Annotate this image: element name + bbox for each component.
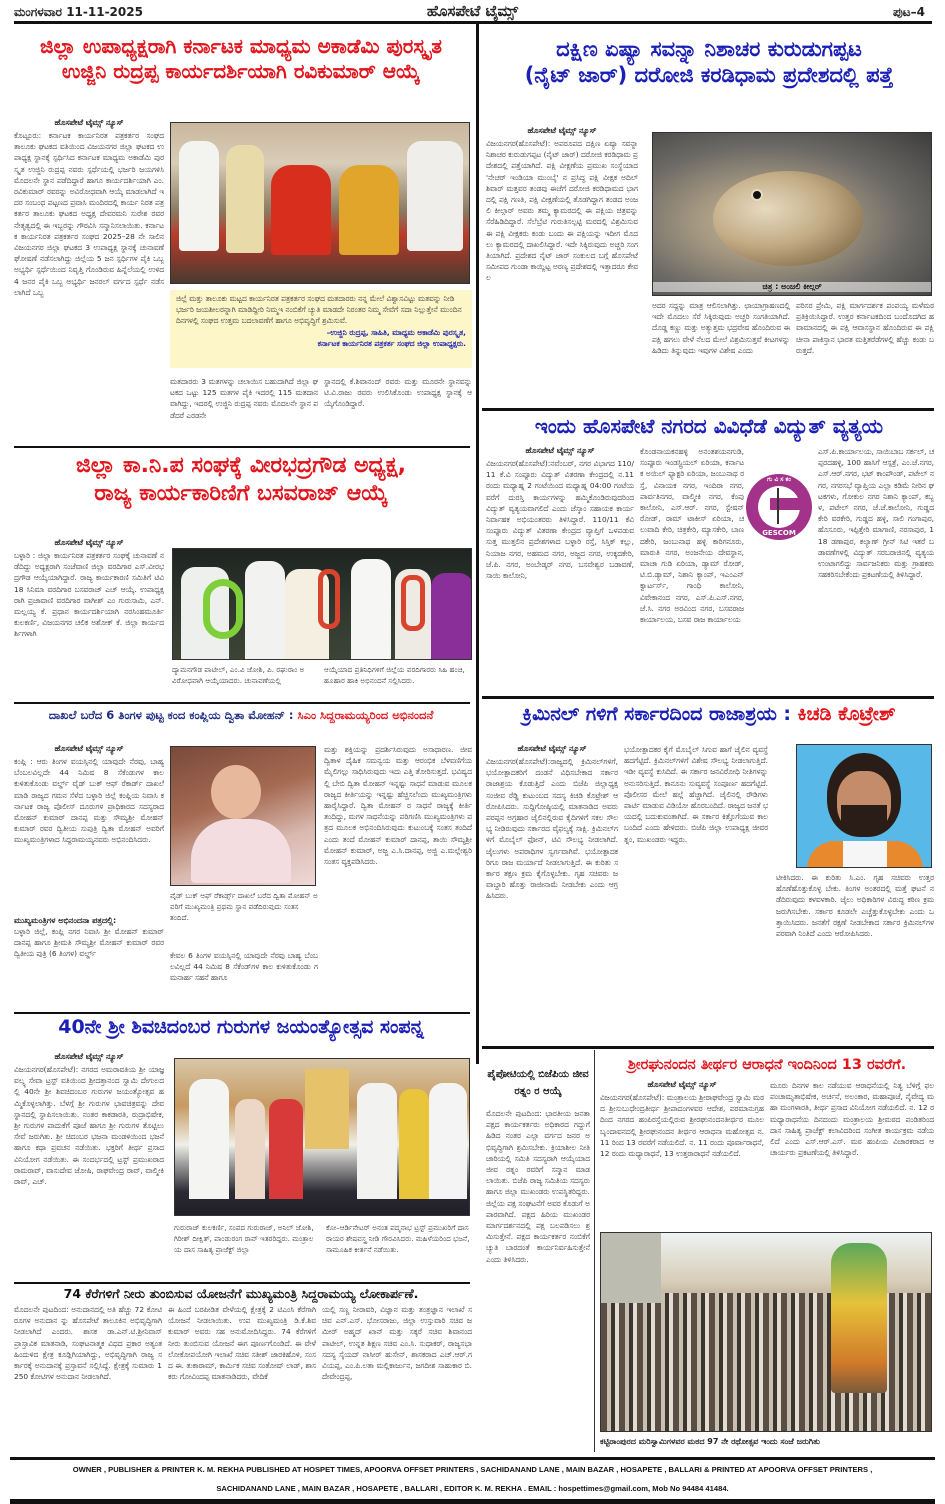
headline (483, 703, 935, 727)
issue-date: ಮಂಗಳವಾರ 11-11-2025 (14, 5, 143, 19)
byline: ಹೊಸಪೇಟೆ ಟೈಮ್ಸ್ ನ್ಯೂಸ್ (527, 126, 597, 135)
headline (10, 708, 472, 722)
person-figure (179, 141, 219, 251)
garland (401, 575, 425, 631)
quote-text: ಜಿಲ್ಲೆ ಮತ್ತು ತಾಲೂಕು ಮಟ್ಟದ ಕಾರ್ಯನಿರತ ಪತ್ರಕರ್ತರ ಸಂಘದ ಮತದಾರರು ನನ್ನ ಮೇಲೆ ವಿಶ್ವಾಸವಿಟ್ಟು ಮತವನ್ನು ನೀಡಿ ಭರ್ಜರಿ ಜಯಶೀಲರನ್ನಾಗಿ ಮಾಡಿದ್ದೀರಿ ನಿಮ್ಮಇ ನಂಬಿಕೆಗೆ ಚ್ಯುತಿ ಮಾಡದೇ ನಿರಂತರ ನಿಮ್ಮ ಸೇವೆಗೆ ಸದಾ ನಿಲ್ಲುತ್ತೇನೆ ಮುಂದಿನ ದಿನಗಳಲ್ಲಿ ಸಂಘದ ಉತ್ತಮ ಬದಲಾವಣೆಗೆ ಹಾಗೂ ಅಭಿವೃದ್ಧಿಗೆ ಶ್ರಮಿಸುವೆ. (176, 294, 462, 326)
person-figure (357, 1083, 397, 1199)
article-body: ವಿಜಯನಗರ(ಹೊಸಪೇಟೆ): ಮಂತ್ರಾಲಯ ಶ್ರೀರಾಘವೇಂದ್ರ ಸ್ವಾಮಿ ಮಠದ ಶ್ರೀಸುಬುಧೇಂದ್ರತೀರ್ಥ ಶ್ರೀಪಾದಂಗಳವರ ಆದೇಶ, ಪರಮಾನುಗ್ರಹದಿಂದ ನಗರದ ಹಂಪಿರಸ್ತೆಯಲ್ಲಿರುವ ಶ್ರೀರಘುನಂದನತೀರ್ಥರ ಮೂಲ ಬೃಂದಾವನದಲ್ಲಿ ಶ್ರೀರಘುನಂದನ ತೀರ್ಥರ ಆರಾಧನಾ ಮಹೋತ್ಸವ ನ. 11 ರಿಂದ 13 ರವರೆಗೆ ನಡೆಯಲಿದೆ. ನ. 11 ರಂದು ಪೂರ್ವಾರಾಧನೆ, 12 ರಂದು ಮಧ್ಯಾರಾಧನೆ, 13 ಉತ್ತರಾರಾಧನೆ ನಡೆಯಲಿದೆ. (600, 1093, 764, 1159)
logo-bottom-text: GESCOM (762, 529, 796, 537)
divider (14, 1282, 470, 1284)
baby-face (211, 765, 261, 819)
headline-accent: ಸಿಎಂ ಸಿದ್ದರಾಮಯ್ಯರಿಂದ ಅಭಿನಂದನೆ (297, 708, 434, 722)
quote-signature-2: ಕರ್ನಾಟಕ ಕಾರ್ಯನಿರತ ಪತ್ರಕರ್ತ ಸಂಘದ ಜಿಲ್ಲಾ ಉಪಾಧ್ಯಕ್ಷರು. (317, 338, 466, 348)
divider (482, 696, 934, 699)
imprint (10, 1460, 935, 1498)
sidebar-divider (594, 1050, 595, 1452)
chariot (831, 1243, 887, 1393)
headline-line-1: ದಕ್ಷಿಣ ಏಷ್ಯಾ ಸವನ್ನಾ ನಿಶಾಚರ ಕುರುಡುಗಪ್ಪಟ (556, 37, 862, 61)
person-figure (407, 141, 463, 251)
byline: ಹೊಸಪೇಟೆ ಟೈಮ್ಸ್ ನ್ಯೂಸ್ (525, 446, 595, 455)
article-body: ಎಸ್.ಪಿ.ಕಾರ್ಯಾಲಯ, ಸಾಯಿಬಾಬ ಸರ್ಕಲ್, ಚಪ್ಪರದಹಳ್ಳಿ, 100 ಹಾಸಿಗೆ ಆಸ್ಪತ್ರೆ, ಎಂ.ಜೆ.ನಗರ, ಎಸ್.ಆರ್.ನಗರ, ಭಟ್ ಕಾಂಪೌಂಡ್, ಪಟೇಲ್ ನಗರ, ನಗರಸಭೆ ವ್ಯಾಪ್ತಿಯ ಎಲ್ಲಾ ಕಡಿಮೆ ನೀರಿನ ಘಟಕಗಳು, ಗೋಕುಲ ನಗರ ನಿಶಾನಿ ಕ್ಯಾಂಪ್, ಕಬ್ಬಳ, ಪಟೇಲ್ ನಗರ, ಜೆ.ಜೆ.ಕಾಲೋನಿ, ಗುಡ್ಡದ ಕೇರಿ ವರಕೇರಿ, ಗುಡ್ಡದ ಹಳ್ಳಿ, ಸಾಲಿ ಗಂಗಾಪುರ, ಹೊಸೂರು, ಇಪ್ಪಿತ್ತೇರಿ ಮಾಗಾಣಿ, ನರಸಾಪುರ, 118 ಡಣಾಪುರ, ಕಲ್ಯಾಣ್ ಗ್ರೀನ್ ಸಿಟಿ ಇತರೆ ಬಡಾವಣೆಗಳಲ್ಲಿ ವಿದ್ಯುತ್ ಸರಬರಾಜಿನಲ್ಲಿ ವ್ಯತ್ಯಯ ಉಂಟಾಗಲಿದ್ದು ಸಾರ್ವಜನಿಕರು ಮತ್ತು ಗ್ರಾಹಕರು ಸಹಕರಿಸಬೇಕೆಂದು ಪ್ರಕಟಣೆಯಲ್ಲಿ ತಿಳಿಸಿದ್ದಾರೆ. (818, 447, 934, 580)
article-body: ಬಳ್ಳಾರಿ : ಜಿಲ್ಲಾ ಕಾರ್ಯನಿರತ ಪತ್ರಕರ್ತರ ಸಂಘಕ್ಕೆ ಚುನಾವಣೆ ನಡೆದಿದ್ದು ಅಧ್ಯಕ್ಷರಾಗಿ ಸಂಜೆವಾಣಿ ಜಿಲ್ಲಾ ವರದಿಗಾರ ಎಸ್.ವೀರಭದ್ರಗೌಡ ಆಯ್ಕೆಯಾಗಿದ್ದಾರೆ. ರಾಜ್ಯ ಕಾರ್ಯಕಾರಣಿ ಸಮಿತಿಗೆ ಟಿವಿ 18 ಸಿನಿಮಾ ವರದಿಗಾರ ಬಸವರಾಜ್ ಎಚ್ ಆಯ್ಕೆ. ಉಪಾಧ್ಯಕ್ಷರಾಗಿ ಪ್ರಜಾವಾಣಿ ವರದಿಗಾರ ವಾಗೀಶ್ ಎಂ ಗುರುಸಾಮಿ, ಎನ್. ಮಲ್ಲಯ್ಯ ಕೆ. ಪ್ರಧಾನ ಕಾರ್ಯದರ್ಶಿಯಾಗಿ ನರಸಿಂಹಮೂರ್ತಿ ಕುಲಕರ್ಣಿ, ವಿಜಯನಗರ ಚಲಿಕ ಅಶೋಕ್ ಕೆ. ಜಿಲ್ಲಾ ಕಾರ್ಯದರ್ಶಿಗಳಾಗಿ (14, 551, 164, 639)
imprint-line-2: SACHIDANAND LANE , MAIN BAZAR , HOSAPETE , BALLARI , EDITOR K. M. REKHA . EMAIL : hospettimes@gmail.com, Mob No 94484 41484. (216, 1484, 729, 1493)
bird-eye (751, 189, 763, 201)
headline: 74 ಕೆರೆಗಳಿಗೆ ನೀರು ತುಂಬಿಸುವ ಯೋಜನೆಗೆ ಮುಖ್ಯಮಂತ್ರಿ ಸಿದ್ದರಾಮಯ್ಯ ಲೋಕಾರ್ಪಣೆ. (63, 1286, 419, 1301)
article-body: ಕೊಟ್ಟೂರು: ಕರ್ನಾಟಕ ಕಾರ್ಯನಿರತ ಪತ್ರಕರ್ತರ ಸಂಘದ ತಾಲೂಕು ಘಟಕದ ವತಿಯಿಂದ ವಿಜಯನಗರ ಜಿಲ್ಲಾ ಘಟಕದ ಉಪಾಧ್ಯಕ್ಷ ಸ್ಥಾನಕ್ಕೆ ಸ್ಪರ್ಧಿಸಿದ ಕರ್ನಾಟಕ ಮಾಧ್ಯಮ ಅಕಾಡೆಮಿ ಪುರಸ್ಕೃತ ಉಜ್ಜಿನಿ ರುದ್ರಪ್ಪ ನವರು ಸ್ಪರ್ಧೆಯಲ್ಲಿ ಭರ್ಜರಿ ಜಯಗಳಿಸಿ ಮೊದಲನೇ ಸ್ಥಾನ ಪಡೆದಿದ್ದಾರೆ ಹಾಗೂ ಕಾರ್ಯದರ್ಶಿಯಾಗಿ ಎಂ. ರವಿಕುಮಾರ್ ರವರನ್ನು ಅವಿರೋಧವಾಗಿ ಆಯ್ಕೆ ಮಾಡಲಾಗಿದೆ ಇದರ ಸಂಬಂಧ ಪಟ್ಟಣದ ಪ್ರವಾಸಿ ಮಂದಿರದಲ್ಲಿ ಕಾರ್ಯ ನಿರತ ಪತ್ರಕರ್ತರ ತಾಲೂಕು ಘಟಕದ ಅಧ್ಯಕ್ಷ ದೇವರಮನಿ ಸುರೇಶ ರವರ ನೇತೃತ್ವದಲ್ಲಿ ಈ ಇಬ್ಬರನ್ನು ಗೌರವಿಸಿ ಸನ್ಮಾನಿಸಲಾಯಿತು. ಕರ್ನಾಟಕ ಕಾರ್ಯನಿರತ ಪತ್ರಕರ್ತರ ಸಂಘದ 2025–28 ನೇ ಸಾಲಿನ ವಿಜಯನಗರ ಜಿಲ್ಲಾ ಘಟಕದ 3 ಉಪಾಧ್ಯಕ್ಷ ಸ್ಥಾನಕ್ಕೆ ಚುನಾವಣೆ ಘೋಷಣೆ ನಡೆಸಲಾಗಿದ್ದು ಜಿಲ್ಲೆಯ 5 ಜನ ಸ್ಪರ್ಧಿಗಳ ಪೈಕಿ ಒಬ್ಬ ಅಭ್ಯರ್ಥಿ ಸ್ಪರ್ಧೆಯಿಂದ ನಿವೃತ್ತಿ ಗೊಂಡಿರುವ ಹಿನ್ನೆಲೆಯಲ್ಲಿ ಉಳಿದ 4 ಜನರ ಪೈಕಿ ಒಬ್ಬ ಅಭ್ಯರ್ಥಿ ಜನರಲ್ ವರ್ಗದ ಸ್ಪರ್ಧೆ ನಡೆಸಲಾಗಿದೆ ಒಬ್ಬ (14, 131, 164, 297)
subhead: ಮುಖ್ಯಮಂತ್ರಿಗಳ ಅಭಿನಂದನಾ ಪತ್ರದಲ್ಲಿ: (14, 916, 117, 925)
person-figure (226, 145, 264, 253)
headline-line-2: ರಾಜ್ಯ ಕಾರ್ಯಕಾರಿಣಿಗೆ ಬಸವರಾಜ್ ಆಯ್ಕೆ (94, 480, 388, 506)
quote-box (170, 290, 472, 368)
paper-name: ಹೊಸಪೇಟೆ ಟೈಮ್ಸ್ (426, 2, 519, 20)
beard (841, 805, 887, 835)
article-body: ವಿಜಯನಗರ(ಹೊಸಪೇಟೆ): ಅಪರೂಪದ ದಕ್ಷಿಣ ಏಷ್ಯಾ ಸವನ್ನಾ ನಿಶಾಚರ ಕುರುಡುಗಪ್ಪಟ (ನೈಟ್ ಜಾರ್) ದರೋಜಿ ಕರಡಿಧಾಮ ಪ್ರದೇಶದಲ್ಲಿ ಪತ್ತೆಯಾಗಿದೆ. ಪಕ್ಷಿ ವೀಕ್ಷಣೆಯ ಪ್ರಮುಖ ಸಂಸ್ಥೆಯಾದ 'ನೇಚರ್ ಇಂಡಿಯಾ ಮುಂಬೈ' ನ ಪ್ರಸಿದ್ಧ ಪಕ್ಷಿ ವೀಕ್ಷಕ ಅದಿಲ್ ಶಿವಾರ್ ಮತ್ತವರ ತಂಡವು ಈಚೆಗೆ ದರೋಜಿ ಕರಡಿಧಾಮದ ಭಾಗದಲ್ಲಿ ಪಕ್ಷಿ ಗಣತಿ, ಪಕ್ಷಿ ವೀಕ್ಷಣೆಯಲ್ಲಿ ತೊಡಗಿದ್ದಾಗ ತಂಡದ ಅಂಜಲಿ ಕೀಲ್ಗಾರ್ ಅವರು ತಮ್ಮ ಕ್ಯಾಮರದಲ್ಲಿ ಈ ಪಕ್ಷಿಯ ಚಿತ್ರವನ್ನು ಸೆರೆಹಿಡಿದಿದ್ದಾರೆ. ಸೆಲೆಬ್ರೆಟಿ ಗುರುತಿಸಲ್ಪಟ್ಟಿ ಮರದಲ್ಲಿ ವಿಶ್ರಮಿಸುವ ಈ ಪಕ್ಷಿ ವೀಕ್ಷಕರು ಕಂಡು ಬಂದು ಈ ಪಕ್ಷಿಯನ್ನು ಇದೀಗ ಮೊದಲು ಕ್ಯಾಮರದಲ್ಲಿ ದಾಖಲಿಸಿದ್ದಾರೆ. ಇದೇ ಸಿಕ್ಕಿರುವುದು ಅಚ್ಚರಿ ಸಂಗತಿಯಾಗಿದೆ. ಪ್ರದೇಶದ ನೈಟ್ ಜಾರ್ ಸಂಕುಲದ ಬಗ್ಗೆ ಹೊಸಪೇಟೆ ಸಮೀಪದ ಗುಂಡಾ ಕಾಯ್ದಿಟ್ಟ ಅರಣ್ಯ ಪ್ರದೇಶದಲ್ಲಿ ಇತ್ತಾದರೂ ಕೇವಲ (486, 139, 638, 283)
article-body: ಕೇವಲ 6 ತಿಂಗಳ ವಯಸ್ಸಿನಲ್ಲಿ ಯಾವುದೇ ನೆರವು ಬಾಹ್ಯ ಬೆಂಬಲವಿಲ್ಲದೆ 44 ನಿಮಿಷ 8 ಸೆಕೆಂಡ್‌ಗಳ ಕಾಲ ಕುಳಿತುಕೊಂಡು ಗಮನಾರ್ಹ ಸಹನೆ ಹಾಗೂ (170, 951, 318, 983)
article-body: ಮತದಾರರು 3 ಮತಗಳನ್ನು ಚಲಾಯಿಸ ಬಹುದಾಗಿದೆ ಜಿಲ್ಲಾ ಘಟಕದ ಒಟ್ಟು 125 ಮತಗಳ ಪೈಕಿ ಇದರಲ್ಲಿ 115 ಮತದಾನ ವಾಗಿದ್ದು, ಇದರಲ್ಲಿ ಉಜ್ಜಿನಿ ರುದ್ರಪ್ಪ ನವರು ಮೊದಲನೇ ಸ್ಥಾನ ಪಡೆದರೆ ಎರಡನೇ (170, 377, 318, 420)
headline-line-1: ಜಿಲ್ಲಾ ಕಾ.ನಿ.ಪ ಸಂಘಕ್ಕೆ ವೀರಭದ್ರಗೌಡ ಅಧ್ಯಕ್ಷ, (75, 453, 407, 478)
person-figure (269, 1099, 303, 1199)
person-figure (189, 1079, 229, 1199)
article-body: ವಿಜಯನಗರ(ಹೊಸಪೇಟೆ): ನಗರದ ಅಮರಾವತಿಯ ಶ್ರೀ ಯಾಜ್ಞವಲ್ಕ್ಯ ಸೇವಾ ಟ್ರಸ್ಟ್ ವತಿಯಿಂದ ಶ್ರೀದತ್ತಾನಂದ ಸ್ವಾಮಿ ದೇಗುಲದಲ್ಲಿ 40ನೇ ಶ್ರೀ ಶಿವಚಿದಂಬರ ಗುರುಗಳ ಜಯಂತ್ಯೋತ್ಸವ ಹಮ್ಮಿಕೊಳ್ಳಲಾಗಿತ್ತು. ಬೆಳಗ್ಗೆ ಶ್ರೀ ಗುರುಗಳ ಭಾವಚಿತ್ರವನ್ನು ದೇವಸ್ಥಾನದಲ್ಲಿ ಸ್ಥಾಪಿಸಲಾಯಿತು. ನಂತರ ಕಾಕಡಾರತಿ, ರುದ್ರಾಭಿಷೇಕ, ಶ್ರೀ ಗುರುಗಳ ಪಾದುಕೆಗೆ ಪೂಜೆ ಹಾಗೂ ಶ್ರೀ ಗುರುಗಳ ತೊಟ್ಟಿಲು ಸೇವೆ ಜರುಗಿತು. ಶ್ರೀ ಚಿದಂಬರ ಭಜನಾ ಮಂಡಳಿಯಿಂದ ಭಜನೆ ಹಾಗೂ ಕಥಾ ಪ್ರವಚನ ನಡೆಯಿತು. ಭಕ್ತರಿಗೆ ತೀರ್ಥ ಪ್ರಸಾದ ವಿನಿಯೋಗ ನಡೆಯಿತು. ಈ ಸಂದರ್ಭದಲ್ಲಿ ಟ್ರಸ್ಟ್ ಪ್ರಮುಖರಾದ ರಾಮರಾವ್, ವಾಸುದೇವ ಜೋಷಿ, ರಾಘವೇಂದ್ರ ರಾವ್, ವಾಲ್ಮೀಕಿ ರಾವ್, ಎಚ್. (14, 1065, 164, 1187)
byline: ಹೊಸಪೇಟೆ ಟೈಮ್ಸ್ ನ್ಯೂಸ್ (517, 744, 587, 753)
person-figure (245, 561, 285, 660)
headline-accent: ಕಿಚಡಿ ಕೊಟ್ರೇಶ್ (797, 703, 896, 725)
building (601, 1233, 661, 1303)
garland (203, 579, 243, 639)
shrine (305, 1069, 349, 1149)
column-divider (476, 24, 479, 1064)
footer-rule-bottom (10, 1499, 935, 1504)
headline: ಇಂದು ಹೊಸಪೇಟೆ ನಗರದ ವಿವಿಧೆಡೆ ವಿದ್ಯುತ್ ವ್ಯತ್ಯಯ (534, 414, 884, 438)
side-headline: ಪೈಪೋಟಿಯಲ್ಲಿ ಬಿಜೆಪಿಯ ಜೀವ ರತ್ನಂ ರ ಆಯ್ಕೆ (487, 1069, 589, 1097)
byline: ಹೊಸಪೇಟೆ ಟೈಮ್ಸ್ ನ್ಯೂಸ್ (54, 118, 124, 127)
photo-credit: ಚಿತ್ರ : ಅಂಜಲಿ ಕೀಲ್ಗರ್ (653, 282, 931, 292)
article-body: ಮತ್ತು ಶಕ್ತಿಯನ್ನು ಪ್ರದರ್ಶಿಸಿರುವುದು ಅಸಾಧಾರಣ. ಜೀವ ದ್ವಿತಾಳ ದೈಹಿಕ ಸಮನ್ವಯ ಮತ್ತು ಆರಂಭಿಕ ಬೆಳವಣಿಗೆಯ ಮೈಲಿಗಲ್ಲು ಸಾಧಿಸಿರುವುದು ಇದು ಎತ್ತಿ ತೋರಿಸುತ್ತದೆ. ಭವಿಷ್ಯದಲ್ಲಿ ಬೇಬಿ ದ್ವಿತಾ ಮೋಹನ್ ಇನ್ನಷ್ಟು ಸಾಧನೆ ಮಾಡುವ ಮೂಲಕ ರಾಜ್ಯದ ಕೀರ್ತಿಯನ್ನು ಇನ್ನಷ್ಟು ಹೆಚ್ಚಿಸಲೆಂದು ಮುಖ್ಯಮಂತ್ರಿಗಳು ಹಾರೈಸಿದ್ದಾರೆ. ದ್ವಿತಾ ಮೋಹನ್ ರ ಸಾಧನೆ ರಾಜ್ಯಕ್ಕೆ ಕೀರ್ತಿ ತಂದಿದ್ದು, ಮಗಳ ಸಾಧನೆಯನ್ನು ಪರಿಗಣಿಸಿ ಮುಖ್ಯಮಂತ್ರಿಗಳು ಪತ್ರದ ಮೂಲಕ ಅಭಿನಂದಿಸಿರುವುದು ಕುಟುಂಬಕ್ಕೆ ಸಂತಸ ತಂದಿದೆ ಎಂದು ತಂದೆ ಮೋಹನ್ ಕುಮಾರ್ ದಾನಪ್ಪ, ತಾಯಿ ಸೌಮ್ಯಶ್ರೀ ಮೋಹನ್ ಕುಮಾರ್, ಅಜ್ಜ ಎ.ಸಿ.ದಾನಪ್ಪ, ಅಜ್ಜಿ ಎ.ಮಲ್ಲೇಶ್ವರಿ ಸಂತಸ ವ್ಯಕ್ತಪಡಿಸಿದರು. (324, 745, 472, 867)
person-figure (235, 1099, 265, 1199)
headline: 40ನೇ ಶ್ರೀ ಶಿವಚಿದಂಬರ ಗುರುಗಳ ಜಯಂತ್ಯೋತ್ಸವ ಸಂಪನ್ನ (58, 1016, 424, 1038)
side-article-body: ಮೊದಲನೇ ಪುಟದಿಂದ: ಭಾರತೀಯ ಜನತಾ ಪಕ್ಷದ ಕಾರ್ಯಕರ್ತರು ಅಧಿಕಾರದ ಗದ್ದುಗೆ ಹಿಡಿದ ನಂತರ ಎಲ್ಲಾ ವರ್ಗದ ಜನರ ಅಭಿವೃದ್ಧಿಗಾಗಿ ಶ್ರಮಿಸಬೇಕು. ಕ್ರಿಯಾಶೀಲ ನೀತಿ ಜಾರಿಯಲ್ಲಿ ಸಮಿತಿ ಸದಸ್ಯರಾಗಿ ಆಯ್ಕೆಯಾದ ಜೀವ ರತ್ನಂ ರವರಿಗೆ ಸನ್ಮಾನ ಮಾಡಲಾಯಿತು. ಬಿಜೆಪಿ ರಾಜ್ಯ ಸಮಿತಿಯ ಸದಸ್ಯರು ಹಾಗೂ ಜಿಲ್ಲಾ ಮುಖಂಡರು ಉಪಸ್ಥಿತರಿದ್ದರು. ಜಿಲ್ಲೆಯ ಪಕ್ಷ ಸಂಘಟನೆಗೆ ಅವರ ಕೊಡುಗೆ ಅಪಾರವಾಗಿದೆ. ಪಕ್ಷದ ಹಿರಿಯ ಮುಖಂಡರ ಮಾರ್ಗದರ್ಶನದಲ್ಲಿ ಪಕ್ಷ ಬಲಪಡಿಸಲು ಶ್ರಮಿಸುತ್ತೇನೆ. ಪಕ್ಷದ ಕಾರ್ಯಕರ್ತರ ನಂಬಿಕೆಗೆ ಚ್ಯುತಿ ಬಾರದಂತೆ ಕಾರ್ಯನಿರ್ವಹಿಸುತ್ತೇನೆ ಎಂದು ತಿಳಿಸಿದರು. (486, 1109, 590, 1264)
person-figure (339, 165, 399, 255)
photo-caption: ಗುರುರಾಜ್ ಕುಲಕರ್ಣಿ, ಸಂಪದ ಗುರುರಾಜ್, ಅನಿಲ್ ಜೋಶಿ, ಗಿರೀಶ್ ದೀಕ್ಷಿತ್, ಪಾಂಡುರಂಗ ರಾವ್ ಇತರರಿದ್ದರು. ಮಂತ್ರಾಲಯ ದಾಸ ಸಾಹಿತ್ಯ ಪ್ರಾಜೆಕ್ಟ್ ಜಿಲ್ಲಾ (174, 1223, 314, 1254)
headline-line-2: ಉಜ್ಜಿನಿ ರುದ್ರಪ್ಪ ಕಾರ್ಯದರ್ಶಿಯಾಗಿ ರವಿಕುಮಾರ್ ಆಯ್ಕೆ (61, 59, 421, 83)
headline: ಶ್ರೀರಘುನಂದನ ತೀರ್ಥರ ಆರಾಧನೆ ಇಂದಿನಿಂದ 13 ರವರೆಗೆ. (627, 1057, 907, 1073)
divider (14, 702, 470, 704)
article-body: ಅದರ ಸದ್ದನ್ನು ಮಾತ್ರ ಆಲಿಸಲಾಗಿತ್ತು. ಛಾಯಾಗ್ರಾಹಣದಲ್ಲಿ ಇದೇ ಮೊದಲು ಸೆರೆ ಸಿಕ್ಕಿರುವುದು ಅಚ್ಚರಿ ಸಂಗತಿಯಾಗಿದೆ. ದೊಡ್ಡ ಕಣ್ಣು ಮತ್ತು ಅತ್ಯುತ್ತಮ ಭದ್ರವೇಷ ಹೊಂದಿರುವ ಈ ಪಕ್ಷಿ ಹಗಲು ವೇಳೆ ನೆಲದ ಮೇಲೆ ವಿಶ್ರಮಿಸುತ್ತವೆ ಕೀಟಗಳನ್ನು ಹಿಡಿದು ತಿನ್ನುವುದು ಇವುಗಳ ವಿಶೇಷ ಎಂದು (652, 301, 790, 355)
portrait-photo (796, 744, 932, 868)
article-body: ಕೊಂಡನಾಯಕನಹಳ್ಳಿ ಅನಂತಶಯನಗುಡಿ, ಸಂಪ್ಪೂರು ಇಂಡಸ್ಟ್ರಿಯಲ್ ಏರಿಯಾ, ಕರ್ನಾಟಕ ಅಯಿಲ್ ಫ್ಯಾಕ್ಟರಿ ಏರಿಯಾ, ಜಂಬುನಾಥ ರಸ್ತೆ, ವಿನಾಯಕ ನಗರ, ಇಂದಿರಾ ನಗರ, ಪಾರ್ವತಿನಗರ, ವಾಲ್ಮೀಕಿ ನಗರ, ಕೆಂಪು ಕಾಲೋನಿ, ಎಸ್.ಆರ್. ನಗರ, ಸ್ಟೇಷನ್ ರೋಡ್, ರಾಮ್ ಟಾಕೀಸ್ ಏರಿಯಾ, ಚಲುವಾದಿ ಕೇರಿ, ಚಿತ್ರಕೇರಿ, ಮ್ಯಾಸಕೇರಿ, ಬಾಣದಕೇರಿ, ಜಂಬುನಾಥ ಹಳ್ಳಿ ಕಾರಿಗನೂರು, ಮಾರುತಿ ನಗರ, ಅಂಜನೇಯ ದೇವಸ್ಥಾನ, ಮಾಚಾ ಗುಡಿ ಏರಿಯಾ, ಡ್ಯಾಮ್ ರೋಡ್, ಟಿ.ಬಿ.ಡ್ಯಾಮ್, ನಿಶಾನಿ ಕ್ಯಾಂಪ್, ಇಎಂಎನ್ ಕ್ವಾರ್ಟರ್ಸ್, ಗಾಂಧಿ ಕಾಲೋನಿ, ವಿವೇಕಾನಂದ ನಗರ, ಎಸ್.ಪಿ.ಎಸ್.ನಗರ, ಜೆ.ಸಿ. ನಗರ ಅರವಿಂದ ನಗರ, ಬಸವರಾಜ ಕಾರ್ಯಾಲಯ, ಬಸವ ರಾಜ ಕಾರ್ಯಾಲಯ (640, 447, 744, 625)
baby-photo (170, 746, 316, 886)
masthead-rule (14, 21, 932, 24)
person-figure (271, 165, 331, 255)
photo-caption: ಕಟ್ಟಿರಾಂಪುರದ ಮರಿಸ್ವಾಮಿಗಳವರ ಮಠದ 97 ನೇ ರಥೋತ್ಸವ ಇಂದು ಸಂಜೆ ಜರುಗಿತು (600, 1437, 820, 1446)
article-body: ಪರಿಸರ ಪ್ರೇಮಿ, ಪಕ್ಷಿ ಮಾರ್ಗದರ್ಶಕ ಪಂಪಯ್ಯ ಮಳೆಮಠ ಪ್ರತಿಕ್ರಿಯಿಸಿದ್ದಾರೆ. ಉತ್ತರ ಕರ್ನಾಟಕದಿಂದ ಬಂದೊದಗಿದ ಹವಾಮಾನದಲ್ಲಿ ಈ ಪಕ್ಷಿ ಆವಾಸಸ್ಥಾನ ಹೊಂದಿರುವ ಈ ಪಕ್ಷಿ ಚೀನಾ ಪಾಕಿಸ್ತಾನ ಭಾರತ ಮತ್ತಿತರೆಡೆಗಳಲ್ಲಿ ಹೆಚ್ಚು ಕಂಡು ಬರುತ್ತದೆ. (796, 301, 934, 355)
article-body: ಸ್ಥಾನದಲ್ಲಿ ಕೆ.ಶಿವಾನಂದ್ ರವರು ಮತ್ತು ಮೂರನೇ ಸ್ಥಾನವನ್ನು ಟಿ.ವಿ.ರಾಜು ರವರು ಉಲಿಸಿಕೊಂಡು ಉಪಾಧ್ಯಕ್ಷ ಸ್ಥಾನಕ್ಕೆ ಆಯ್ಕೆಗೊಂಡಿದ್ದಾರೆ. (324, 377, 472, 409)
quote-signature-1: –ಉಜ್ಜಿನಿ ರುದ್ರಪ್ಪ, ಸಾಹಿತಿ, ಮಾಧ್ಯಮ ಅಕಾಡೆಮಿ ಪುರಸ್ಕೃತ, (326, 327, 466, 337)
photo-caption: ಕೋ–ಆರ್ಡಿನೇಟರ್ ಅನಂತ ಪದ್ಮನಾಭ ಟ್ರಸ್ಟ್ ಪ್ರಮುಖರಿಗೆ ದಾಸರಾಯರ ಶೇಷವಸ್ತ್ರ ನೀಡಿ ಗೌರವಿಸಿದರು. ಮಹಿಳೆಯರಿಂದ ಭಜನೆ, ಸಾಮೂಹಿಕ ಕೀರ್ತನೆ ನಡೆಯಿತು. (326, 1223, 470, 1254)
article-body: ವಿಜಯನಗರ(ಹೊಸಪೇಟೆ):ರಾಜ್ಯದಲ್ಲಿ ಕ್ರಿಮಿನಲ್‌ಗಳಿಗೆ, ಭಯೋತ್ಪಾದಕರಿಗೆ ದಂಡನೆ ವಿಧಿಸಬೇಕಾದ ಸರ್ಕಾರ ರಾಜಾಶ್ರಯ ಕೊಡುತ್ತಿದೆ ಎಂದು ಬಿಜೆಪಿ ಜಿಲ್ಲಾಧ್ಯಕ್ಷ ಸಂಜೀವ ರೆಡ್ಡಿ ಕುಟುಂಬದ ಸದಸ್ಯ ಕಿಚಡಿ ಕೊಟ್ರೇಶ್ ಆರೋಪಿಸಿದರು. ಸುದ್ದಿಗೋಷ್ಠಿಯಲ್ಲಿ ಮಾತನಾಡಿದ ಅವರು ಪರಪ್ಪನ ಅಗ್ರಹಾರ ಜೈಲಿನಲ್ಲಿರುವ ಕೈದಿಗಳಿಗೆ ಸಕಲ ಸೌಲಭ್ಯ ನೀಡಿರುವುದು ಸರ್ಕಾರದ ವೈಫಲ್ಯಕ್ಕೆ ಸಾಕ್ಷಿ. ಕ್ರಿಮಿನಲ್‌ಗಳಿಗೆ ಮೊಬೈಲ್ ಫೋನ್, ಟಿವಿ ಸೌಲಭ್ಯ ನೀಡಲಾಗಿದೆ. ಜೈಲುಗಳು ಅಪರಾಧಿಗಳ ಸ್ವರ್ಗವಾಗಿವೆ. ಭಯೋತ್ಪಾದಕರಿಗೂ ರಾಜ ಮರ್ಯಾದೆ ನೀಡಲಾಗುತ್ತಿದೆ. ಈ ಕುರಿತು ಸರ್ಕಾರ ತಕ್ಷಣ ಕ್ರಮ ಕೈಗೊಳ್ಳಬೇಕು. ಗೃಹ ಸಚಿವರು ಜವಾಬ್ದಾರಿ ಹೊತ್ತು ರಾಜೀನಾಮೆ ನೀಡಬೇಕು ಎಂದು ಆಗ್ರಹಿಸಿದರು. (486, 757, 618, 901)
article-body: ಕಂಪ್ಲಿ : ಆರು ತಿಂಗಳ ವಯಸ್ಸಿನಲ್ಲಿ ಯಾವುದೇ ನೆರವು, ಬಾಹ್ಯ ಬೆಂಬಲವಿಲ್ಲದೇ 44 ನಿಮಿಷ 8 ಸೆಕೆಂಡುಗಳ ಕಾಲ ಕುಳಿತುಕೊಂಡು ವರ್ಲ್ಡ್ ವೈಡ್ ಬುಕ್ ಆಫ್ ರೆಕಾರ್ಡ್ ದಾಖಲೆ ಮಾಡಿ ರಾಜ್ಯದ ಗಮನ ಸೆಳೆದ ಬಳ್ಳಾರಿ ಜಿಲ್ಲೆ ಕಂಪ್ಲಿಯ ನಿವಾಸಿ ಕರ್ನಾಟಕ ರಾಜ್ಯ ಪೊಲೀಸ್ ದೂರುಗಳ ಪ್ರಾಧಿಕಾರದ ಸದಸ್ಯರಾದ ಮೋಹನ್ ಕುಮಾರ್ ದಾನಪ್ಪ ಮತ್ತು ಸೌಮ್ಯಶ್ರೀ ಮೋಹನ್ ಕುಮಾರ್ ರವರ ದ್ವಿತೀಯ ಸುಪುತ್ರಿ ದ್ವಿತಾ ಮೋಹನ್ ಅವರಿಗೆ ಮುಖ್ಯಮಂತ್ರಿಗಳಾದ ಸಿದ್ದರಾಮಯ್ಯನವರು ಅಭಿನಂದಿಸಿದರು. (14, 757, 164, 845)
rathotsava-photo (600, 1232, 932, 1432)
person-figure (431, 573, 472, 660)
imprint-line-1: OWNER , PUBLISHER & PRINTER K. M. REKHA PUBLISHED AT HOSPET TIMES, APOORVA OFFSET PRINTERS , SACHIDANAND LANE , MAIN BAZAR , HOSAPETE , BALLARI & PRINTED AT APOORVA OFFSET PRINTERS , (72, 1465, 873, 1474)
article-body: ವಿಜಯನಗರ(ಹೊಸಪೇಟೆ):ನವೆಂಬರ್, ನಗರ ವಿಭಾಗದ 110/11 ಕೆ.ವಿ ಸಂಪ್ಪೂರು ವಿದ್ಯುತ್ ವಿತರಣಾ ಕೇಂದ್ರದಲ್ಲಿ ನ.11 ರಂದು ಮಧ್ಯಾಹ್ನ 2 ಗಂಟೆಯಿಂದ ಮಧ್ಯಾಹ್ನ 04:00 ಗಂಟೆಯವರೆಗೆ ದುರಸ್ತಿ ಕಾರ್ಯಗಳನ್ನು ಹಮ್ಮಿಕೊಂಡಿರುವುದರಿಂದ ವಿದ್ಯುತ್ ವ್ಯತ್ಯಯವಾಗಲಿದೆ ಎಂದು ಜೆಸ್ಕಾಂ ಸಹಾಯಕ ಕಾರ್ಯನಿರ್ವಾಹಕ ಅಭಿಯಂತರರು ತಿಳಿಸಿದ್ದಾರೆ. 110/11 ಕೆವಿ ಸಂಪ್ಪೂರು ವಿದ್ಯುತ್ ವಿತರಣಾ ಕೇಂದ್ರದ ವ್ಯಾಪ್ತಿಗೆ ಒಳಪಡುವ ಸುತ್ತ ಮುತ್ತಲಿನ ಪ್ರದೇಶಗಳಾದ ಬಳ್ಳಾರಿ ರಸ್ತೆ, ಸಿಸ್ತಿಕ್ ಕಲ್ಲು, ನಿಯಾಜ ನಗರ, ಅಹಮದ ನಗರ, ಅಜ್ಜದ ನಗರ, ಉಕ್ಕದಕೇರಿ, ಜೆ.ಪಿ. ನಗರ, ಅಂಬೇಡ್ಕರ್ ನಗರ, ಬಸವೇಶ್ವರ ಬಡಾವಣೆ, ಸಾಯಿ ಕಾಲೋನಿ, (486, 459, 634, 581)
bird-shape (713, 171, 863, 266)
article-body: ಬಳ್ಳಾರಿ ಜಿಲ್ಲೆ, ಕಂಪ್ಲಿ ನಗರ ನಿವಾಸಿ ಶ್ರೀ ಮೋಹನ್ ಕುಮಾರ್ ದಾನಪ್ಪ ಹಾಗೂ ಶ್ರೀಮತಿ ಸೌಮ್ಯಶ್ರೀ ಮೋಹನ್ ಕುಮಾರ್ ರವರ ದ್ವಿತೀಯ ಪುತ್ರಿ (6 ತಿಂಗಳ) ವರ್ಲ್ಡ್ (14, 927, 164, 959)
article-body: ಭಯೋತ್ಪಾದಕರ ಕೈಗೆ ಮೊಬೈಲ್ ಸಿಗುವ ಹಾಗೆ ಜೈಲಿನ ವ್ಯವಸ್ಥೆ ಹದಗೆಟ್ಟಿದೆ. ಕ್ರಿಮಿನಲ್‌ಗಳಿಗೆ ವಿಶೇಷ ಸೌಲಭ್ಯ ನೀಡಲಾಗುತ್ತಿದೆ. ಇಡೀ ವ್ಯವಸ್ಥೆ ಕುಸಿದಿದೆ. ಈ ಸರ್ಕಾರ ಜನವಿರೋಧಿ ನೀತಿಗಳನ್ನು ಅನುಸರಿಸುತ್ತಿದೆ. ಕಾನೂನು ಸುವ್ಯವಸ್ಥೆ ಸಂಪೂರ್ಣ ಹದಗೆಟ್ಟಿದೆ. ಪೊಲೀಸರ ಮೇಲೆ ಹಲ್ಲೆ ಹೆಚ್ಚಾಗಿದೆ. ಜೈಲಿನಲ್ಲಿ ರೌಡಿಗಳು ಪಾರ್ಟಿ ಮಾಡುವ ವಿಡಿಯೋ ಹೊರಬಂದಿದೆ. ರಾಜ್ಯದ ಜನತೆ ಭಯದಲ್ಲಿ ಬದುಕುವಂತಾಗಿದೆ. ಈ ಸರ್ಕಾರ ಕಿತ್ತೊಗೆಯುವ ಕಾಲ ಬಂದಿದೆ ಎಂದು ಹೇಳಿದರು. ಬಿಜೆಪಿ ಜಿಲ್ಲಾ ಉಪಾಧ್ಯಕ್ಷ ಜೀವರತ್ನಂ, ಮುಖಂಡರು ಇದ್ದರು. (624, 745, 768, 844)
headline-main: ದಾಖಲೆ ಬರೆದ 6 ತಿಂಗಳ ಪುಟ್ಟ ಕಂದ ಕಂಪ್ಲಿಯ ದ್ವಿತಾ ಮೋಹನ್ : (48, 708, 298, 722)
garland (318, 569, 340, 629)
gescom-logo (746, 474, 812, 540)
article-body: ಈ ಹಿಂದೆ ಬರಪೀಡಿತ ವೇಳೆಯಲ್ಲಿ ಕ್ಷೇತ್ರಕ್ಕೆ 2 ಟಿಎಂಸಿ ಕೆರೆಗಾಗಿ ಯೋಜನೆ ನೀಡಲಾಯಿತು. ಉಪ ಮುಖ್ಯಮಂತ್ರಿ ಡಿ.ಕೆ.ಶಿವಕುಮಾರ್ ಅವರು ಸಹ ಅನುಮೋದಿಸಿದ್ದರು. 74 ಕೆರೆಗಳಿಗೆ ನೀರು ತುಂಬಿಸುವ ಯೋಜನೆ ಈಗ ಪೂರ್ಣಗೊಂಡಿದೆ. ಈ ವೇಳೆ ಲೋಕೋಪಯೋಗಿ ಇಲಾಖೆ ಸಚಿವ ಸತೀಶ್ ಜಾರಕಿಹೊಳಿ, ಸಂಸದ ಈ. ತುಕಾರಾಮ್, ಕಾರ್ಮಿಕ ಸಚಿವ ಸಂತೋಷ್ ಲಾಡ್, ಶಾಸಕರು ಗೋವಿಂದಪ್ಪ ಮಾತನಾಡಿದರು, ವೇದಿಕೆ (168, 1305, 316, 1382)
article-body: ಯಲ್ಲಿ ಸಣ್ಣ ನೀರಾವರಿ, ವಿಜ್ಞಾನ ಮತ್ತು ತಂತ್ರಜ್ಞಾನ ಇಲಾಖೆ ಸಚಿವ ಎನ್.ಎಸ್. ಭೋಸರಾಜು, ಜಿಲ್ಲಾ ಉಸ್ತುವಾರಿ ಸಚಿವ ಜಮೀರ್ ಅಹ್ಮದ್ ಖಾನ್ ಮತ್ತು ಸಕ್ಕರೆ ಸಚಿವ ಶಿವಾನಂದ ಪಾಟೀಲ್, ಉನ್ನತ ಶಿಕ್ಷಣ ಸಚಿವ ಎಂ.ಸಿ. ಸುಧಾಕರ್, ರಾಜ್ಯಸಭಾ ಸದಸ್ಯ ಸೈಯದ್ ನಾಸೀರ್ ಹುಸೇನ್, ಶಾಸಕರಾದ ಎಚ್.ಆರ್.ಗವಿಯಪ್ಪ, ಎಂ.ಪಿ.ಲತಾ ಮಲ್ಲಿಕಾರ್ಜುನ, ಜಗದೀಶ ಸಾಹುಕಾರ ಬಿ.ದೇವೇಂದ್ರಪ್ಪ, (322, 1305, 472, 1382)
photo-caption: ವೈಡ್ ಬುಕ್ ಆಫ್ ರೆಕಾರ್ಡ್ಸ್ ದಾಖಲೆ ಬರೆದ ದ್ವಿತಾ ಮೋಹನ್ ಅವರಿಗೆ ಮುಖ್ಯಮಂತ್ರಿ ಪ್ರಥಮ ಸ್ಥಾನ ಪಡೆದಿರುವುದು ಸಂತಸ ತಂದಿದೆ. (170, 891, 318, 922)
article-body: ಮೂರು ದಿನಗಳ ಕಾಲ ನಡೆಯುವ ಆರಾಧನೆಯಲ್ಲಿ ನಿತ್ಯ ಬೆಳಿಗ್ಗೆ ಫಲ ಪಂಚಾಮೃತಾಭಿಷೇಕ, ಅರ್ಚನೆ, ಅಲಂಕಾರ, ಮಹಾಪೂಜೆ, ನೈವೇದ್ಯ ಮಹಾ ಮಂಗಳಾರತಿ, ತೀರ್ಥ ಪ್ರಸಾದ ವಿನಿಯೋಗ ನಡೆಯಲಿದೆ. ನ. 12 ರ ಮಧ್ಯಾರಾಧನೆಯ ದಿನದಂದು ಮಂತ್ರಾಲಯ ಶ್ರೀಮಠದ ಪಂಡಿತರಿಂದ ದಾಸ ಸಾಹಿತ್ಯ ಪ್ರಾಜೆಕ್ಟ್ ಕಲಾವಿದರಿಂದ ಸಂಗೀತ ಕಾರ್ಯಕ್ರಮ ನಡೆಯಲಿದೆ ಎಂದು ಎಸ್.ಆರ್.ಎಸ್. ಮಠ ಹಂಪಿಯ ವಿಚಾರಕರಾದ ಆಚಾರ್ಯರು ಪ್ರಕಟಣೆಯಲ್ಲಿ ತಿಳಿಸಿದ್ದಾರೆ. (770, 1081, 934, 1158)
felicitation-photo (172, 548, 472, 660)
headline-line-2: (ನೈಟ್ ಜಾರ್) ದರೋಜಿ ಕರಡಿಧಾಮ ಪ್ರದೇಶದಲ್ಲಿ ಪತ್ತೆ (524, 63, 894, 88)
headline-line-1: ಜಿಲ್ಲಾ ಉಪಾಧ್ಯಕ್ಷರಾಗಿ ಕರ್ನಾಟಕ ಮಾಧ್ಯಮ ಅಕಾಡೆಮಿ ಪುರಸ್ಕೃತ (40, 34, 442, 58)
byline: ಹೊಸಪೇಟೆ ಟೈಮ್ಸ್ ನ್ಯೂಸ್ (647, 1080, 717, 1089)
page-number: ಪುಟ–4 (893, 5, 925, 19)
person-figure (351, 559, 391, 660)
article-body: ಟೀಕಿಸಿದರು. ಈ ಕುರಿತು ಸಿ.ಎಂ. ಗೃಹ ಸಚಿವರು ಉತ್ತರ ಹೊಣೆಹೊತ್ತುಕೊಳ್ಳ ಬೇಕು. ತಿಂಗಳ ಅಂತರದಲ್ಲಿ ಮತ್ತೆ ಘಟನೆ ನಡೆದಿರುವುದು ಕಳವಳಕಾರಿ. ಜೈಲು ಅಧಿಕಾರಿಗಳ ವಿರುದ್ಧ ಕಠಿಣ ಕ್ರಮ ಜರುಗಿಸಬೇಕು. ಸರ್ಕಾರ ಕೂಡಲೇ ಎಚ್ಚೆತ್ತುಕೊಳ್ಳಬೇಕು ಎಂದು ಒತ್ತಾಯಿಸಿದರು. ಜನತೆಗೆ ರಕ್ಷಣೆ ನೀಡಬೇಕಾದ ಸರ್ಕಾರ ಕ್ರಿಮಿನಲ್‌ಗಳ ಪರವಾಗಿ ನಿಂತಿದೆ ಎಂದು ಆರೋಪಿಸಿದರು. (776, 873, 934, 939)
article-body: ಮೊದಲನೇ ಪುಟದಿಂದ: ಅನುದಾನದಲ್ಲಿ ಅತಿ ಹೆಚ್ಚು 72 ಕೋಟಿ ರೂಗಳ ಅನುದಾನ ನ್ನು ಹೊಸಪೇಟೆ ತಾಲೂಕಿನ ಅಭಿವೃದ್ಧಿಗಾಗಿ ನೀಡಲಾಗಿದೆ ಎಂದರು. ಶಾಸಕ ಡಾ.ಎನ್.ಟಿ.ಶ್ರೀನಿವಾಸ್ ಪ್ರಾಸ್ತಾವಿಕ ಮಾತನಾಡಿ, ಸಂಘಟನಾತ್ಮಕ ವಿಧದ ಪ್ರಕಾರ ಅತ್ಯಂತ ಹಿಂದುಳಿದ ಕ್ಷೇತ್ರ ಕೂಡ್ಲಿಗಿಯಾಗಿದ್ದು, ಅಭಿವೃದ್ಧಿಗಾಗಿ ರಾಜ್ಯ ಸರ್ಕಾರಕ್ಕೆ ಅನುದಾನಕ್ಕೆ ಪ್ರಸ್ತಾವನೆ ಸಲ್ಲಿಸಿದ್ದೆ. ಕ್ಷೇತ್ರಕ್ಕೆ ಸುಮಾರು 1250 ಕೋಟಿಗಳ ಅನುದಾನ ನೀಡಲಾಗಿದೆ. (14, 1305, 162, 1382)
byline: ಹೊಸಪೇಟೆ ಟೈಮ್ಸ್ ನ್ಯೂಸ್ (54, 538, 124, 547)
shirt (843, 841, 887, 868)
baby-dress (191, 819, 291, 883)
divider (482, 1046, 934, 1049)
divider (14, 1012, 470, 1014)
photo-caption: ಆಯ್ಕೆಯಾದ ಪ್ರತಿನಿಧಿಗಳಿಗೆ ಜಿಲ್ಲೆಯ ವರದಿಗಾರರು ಸಿಹಿ ಹಂಚಿ, ಹೂಹಾರ ಹಾಕಿ ಅಭಿನಂದನೆ ಸಲ್ಲಿಸಿದರು. (324, 665, 465, 685)
masthead (0, 0, 945, 22)
nightjar-photo (652, 132, 932, 296)
headline-main: ಕ್ರಿಮಿನಲ್ ಗಳಿಗೆ ಸರ್ಕಾರದಿಂದ ರಾಜಾಶ್ರಯ : (522, 703, 798, 725)
byline: ಹೊಸಪೇಟೆ ಟೈಮ್ಸ್ ನ್ಯೂಸ್ (54, 1052, 124, 1061)
group-photo (170, 122, 470, 284)
byline: ಹೊಸಪೇಟೆ ಟೈಮ್ಸ್ ನ್ಯೂಸ್ (54, 744, 124, 753)
logo-top-text: ಗು ವಿ ಸ ಕಂ (767, 476, 791, 483)
power-pole-icon (777, 488, 779, 524)
person-figure (399, 1089, 429, 1199)
photo-caption: ದ್ಯಾಮನಗೌಡ ಪಾಟೀಲ್, ಎಂ.ವಿ ಜೋಶಿ, ಪಿ. ರಘುರಾಂ ಅವಿರೋಧವಾಗಿ ಆಯ್ಕೆಯಾದರು. ಚುನಾವಣೆಯಲ್ಲಿ (172, 665, 305, 685)
divider (482, 408, 934, 411)
divider (14, 446, 470, 448)
temple-photo (174, 1058, 470, 1216)
person-figure (429, 1083, 467, 1199)
